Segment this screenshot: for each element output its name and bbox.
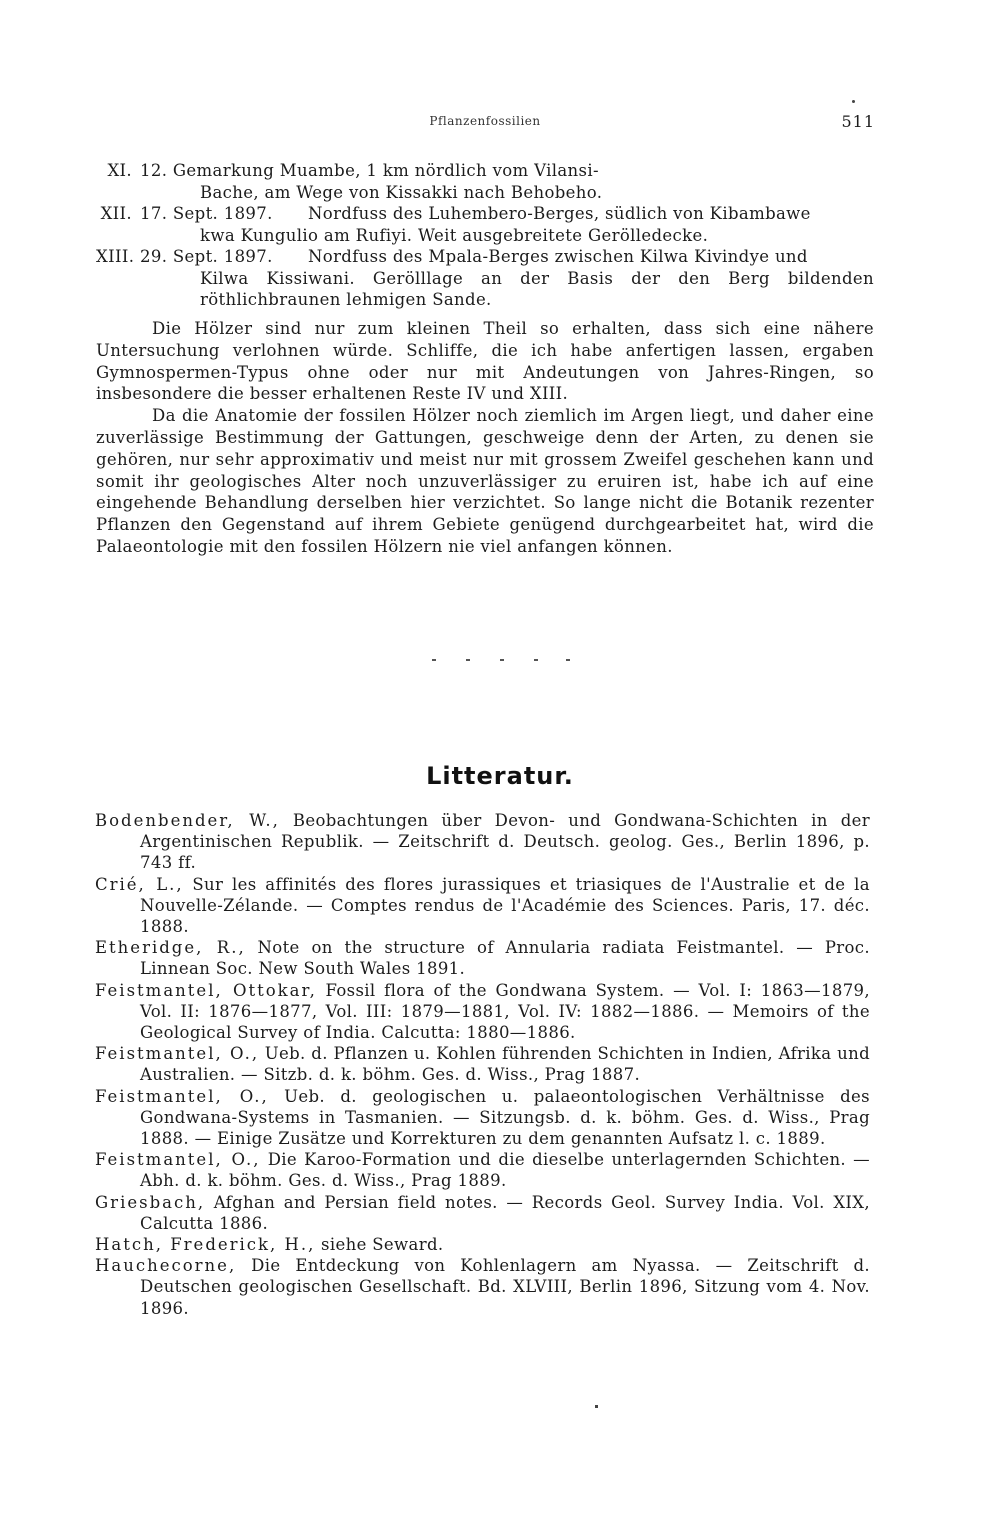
locality-description: Bache, am Wege von Kissakki nach Behobeho. [200, 182, 603, 202]
reference-entry [95, 874, 870, 938]
locality-entry [96, 246, 874, 311]
reference-author: Feistmantel, O., [95, 1150, 261, 1170]
reference-text: Note on the structure of Annularia radiata Feistmantel. — Proc. Linnean Soc. New South Wales 1891. [140, 938, 870, 979]
locality-number: XII. [100, 204, 132, 223]
reference-entry [95, 1192, 870, 1234]
locality-description: Kilwa Kissiwani. Gerölllage an der Basis der den Berg bildenden röthlichbraunen lehmigen Sande. [200, 268, 874, 309]
locality-entry [96, 203, 874, 246]
reference-text: Ueb. d. Pflanzen u. Kohlen führenden Schichten in Indien, Afrika und Australien. — Sitzb. d. k. böhm. Ges. d. Wiss., Prag 1887. [140, 1044, 870, 1085]
bibliography [95, 810, 870, 1319]
paragraph: Da die Anatomie der fossilen Hölzer noch ziemlich im Argen liegt, und daher eine zuverlässige Bestimmung der Gattungen, geschweige denn der Arten, zu denen sie gehören, nur sehr approximativ und meist nur mit grossem Zweifel geschehen kann und somit ihr geologisches Alter noch unzuverlässiger zu eruiren ist, habe ich auf eine eingehende Behandlung derselben hier verzichtet. So lange nicht die Botanik rezenter Pflanzen den Gegenstand auf ihrem Gebiete genügend durchgearbeitet hat, wird die Palaeontologie mit den fossilen Hölzern nie viel anfangen können. [96, 406, 874, 556]
reference-author: Hatch, Frederick, H., [95, 1235, 316, 1255]
print-speck [595, 1405, 598, 1408]
locality-date: 17. Sept. 1897. [140, 204, 273, 223]
section-heading: Litteratur. [426, 762, 574, 790]
reference-author: Feistmantel, Ottokar, [95, 980, 317, 1000]
reference-text: Fossil flora of the Gondwana System. — Vol. I: 1863—1879, Vol. II: 1876—1877, Vol. III: 1879—1881, Vol. IV: 1882—1886. — Memoirs of the Geological Survey of India. Calcutta: 1880—1886. [140, 980, 870, 1043]
reference-entry [95, 1255, 870, 1319]
reference-text: Beobachtungen über Devon- und Gondwana-Schichten in der Argentinischen Republik. — Zeitschrift d. Deutsch. geolog. Ges., Berlin 1896, p. 743 ff. [140, 811, 870, 873]
body-text [96, 318, 874, 558]
reference-author: Crié, L., [95, 874, 184, 894]
reference-entry [95, 1086, 870, 1150]
locality-description: kwa Kungulio am Rufiyi. Weit ausgebreitete Gerölledecke. [200, 225, 709, 245]
reference-text: siehe Seward. [321, 1235, 444, 1255]
reference-author: Hauchecorne, [95, 1256, 237, 1276]
reference-entry [95, 937, 870, 979]
locality-list [96, 160, 874, 311]
reference-author: Feistmantel, O., [95, 1044, 260, 1064]
section-separator [430, 659, 570, 663]
print-speck [852, 100, 855, 103]
reference-text: Die Entdeckung von Kohlenlagern am Nyassa. — Zeitschrift d. Deutschen geologischen Gesellschaft. Bd. XLVIII, Berlin 1896, Sitzung vom 4. Nov. 1896. [140, 1256, 870, 1318]
locality-number: XIII. [96, 247, 135, 266]
reference-text: Die Karoo-Formation und die dieselbe unterlagernden Schichten. — Abh. d. k. böhm. Ges. d. Wiss., Prag 1889. [140, 1150, 870, 1191]
locality-first-line: Nordfuss des Mpala-Berges zwischen Kilwa Kivindye und [308, 247, 808, 266]
running-head: Pflanzenfossilien [429, 114, 541, 128]
reference-author: Etheridge, R., [95, 938, 246, 958]
reference-entry [95, 1234, 870, 1255]
reference-text: Afghan and Persian field notes. — Records Geol. Survey India. Vol. XIX, Calcutta 1886. [140, 1192, 870, 1233]
locality-first-line: Nordfuss des Luhembero-Berges, südlich von Kibambawe [308, 204, 811, 223]
locality-date: 29. Sept. 1897. [140, 247, 273, 266]
locality-entry [96, 160, 874, 203]
paragraph: Die Hölzer sind nur zum kleinen Theil so erhalten, dass sich eine nähere Untersuchung verlohnen würde. Schliffe, die ich habe anfertigen lassen, ergaben Gymnospermen-Typus ohne oder nur mit Andeutungen von Jahres-Ringen, so insbesondere die besser erhaltenen Reste IV und XIII. [96, 319, 874, 404]
reference-entry [95, 1043, 870, 1085]
locality-number: XI. [107, 161, 132, 180]
page-header [95, 112, 875, 136]
reference-text: Ueb. d. geologischen u. palaeontologischen Verhältnisse des Gondwana-Systems in Tasmanien. — Sitzungsb. d. k. böhm. Ges. d. Wiss., Prag 1888. — Einige Zusätze und Korrekturen zu dem genannten Aufsatz l. c. 1889. [140, 1086, 870, 1149]
reference-entry [95, 1149, 870, 1191]
reference-entry [95, 980, 870, 1044]
reference-author: Feistmantel, O., [95, 1086, 269, 1106]
reference-author: Griesbach, [95, 1192, 206, 1212]
page-number: 511 [841, 112, 875, 131]
reference-text: Sur les affinités des flores jurassiques et triasiques de l'Australie et de la Nouvelle-Zélande. — Comptes rendus de l'Académie des Sciences. Paris, 17. déc. 1888. [140, 874, 870, 937]
locality-first-line: 12. Gemarkung Muambe, 1 km nördlich vom Vilansi- [140, 161, 599, 180]
reference-entry [95, 810, 870, 874]
reference-author: Bodenbender, W., [95, 811, 280, 830]
